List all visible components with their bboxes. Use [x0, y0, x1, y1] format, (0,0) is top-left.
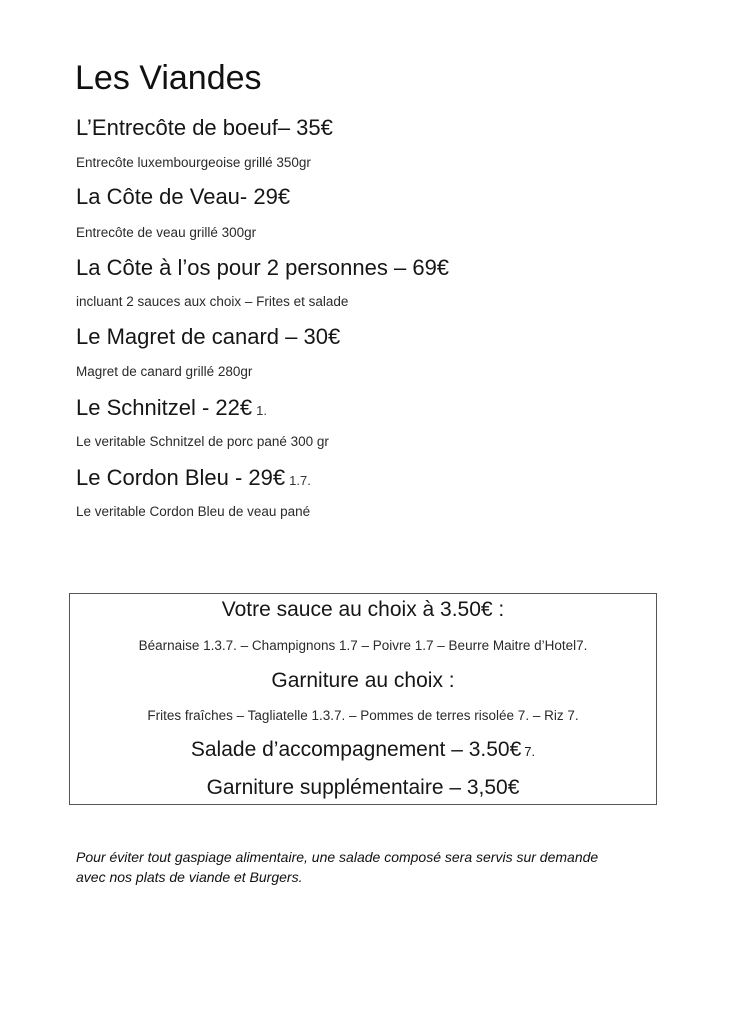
menu-item-description: Le veritable Cordon Bleu de veau pané: [76, 504, 311, 519]
menu-item-name: [76, 254, 449, 282]
sauce-heading: Votre sauce au choix à 3.50€ :: [221, 598, 505, 621]
extras-box: [69, 593, 657, 805]
item-name-text: La Côte à l’os pour 2 personnes – 69€: [76, 255, 450, 280]
menu-item-name: [76, 183, 290, 211]
sauce-list: Béarnaise 1.3.7. – Champignons 1.7 – Poivre 1.7 – Beurre Maitre d’Hotel7.: [138, 638, 588, 653]
menu-item-name: [76, 323, 340, 351]
item-name-text: Le Magret de canard – 30€: [76, 324, 341, 349]
footer-note-line1: Pour éviter tout gaspiage alimentaire, une salade composé sera servis sur demande: [76, 849, 599, 865]
menu-item-description: incluant 2 sauces aux choix – Frites et salade: [76, 294, 349, 309]
item-name-text: Le Cordon Bleu - 29€: [76, 465, 286, 490]
garniture-list: Frites fraîches – Tagliatelle 1.3.7. – Pommes de terres risolée 7. – Riz 7.: [147, 708, 579, 723]
menu-item-name: [76, 464, 311, 495]
menu-item-name: [76, 114, 333, 142]
salade-line: [70, 737, 656, 765]
menu-item-description: Entrecôte de veau grillé 300gr: [76, 225, 257, 240]
menu-item-name: [76, 394, 267, 425]
item-name-text: L’Entrecôte de boeuf– 35€: [76, 115, 333, 140]
item-name-text: La Côte de Veau- 29€: [76, 184, 291, 209]
allergen-codes: 1.7.: [289, 473, 311, 488]
menu-item-description: Entrecôte luxembourgeoise grillé 350gr: [76, 155, 311, 170]
footer-note-line2: avec nos plats de viande et Burgers.: [76, 869, 303, 885]
garniture-heading: Garniture au choix :: [271, 669, 455, 692]
garniture-supp-line: Garniture supplémentaire – 3,50€: [206, 776, 520, 799]
page-title: Les Viandes: [75, 59, 262, 97]
menu-item-description: Magret de canard grillé 280gr: [76, 364, 253, 379]
allergen-codes: 7.: [524, 744, 536, 759]
salade-text: Salade d’accompagnement – 3.50€: [190, 738, 522, 761]
item-name-text: Le Schnitzel - 22€: [76, 395, 253, 420]
allergen-codes: 1.: [256, 403, 267, 418]
menu-item-description: Le veritable Schnitzel de porc pané 300 gr: [76, 434, 329, 449]
